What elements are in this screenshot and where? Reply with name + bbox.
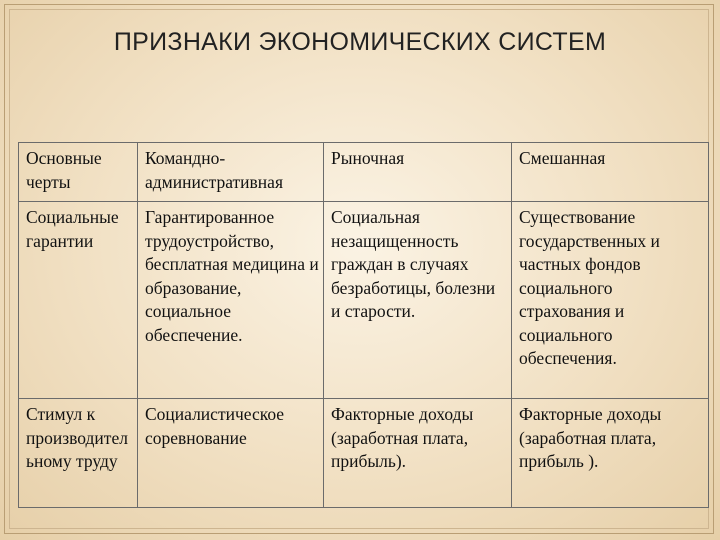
slide-title: ПРИЗНАКИ ЭКОНОМИЧЕСКИХ СИСТЕМ	[113, 28, 607, 56]
economic-systems-table	[18, 142, 709, 508]
header-cell-market: Рыночная	[324, 143, 512, 202]
table-row-social-guarantees	[19, 202, 709, 399]
cell-social-market: Социальная незащищенность граждан в случаях безработицы, болезни и старости.	[324, 202, 512, 399]
cell-social-command: Гарантированное трудоустройство, бесплатная медицина и образование, социальное обеспечение.	[138, 202, 324, 399]
header-cell-features: Основные черты	[19, 143, 138, 202]
cell-stimulus-mixed: Факторные доходы (заработная плата, прибыль ).	[512, 399, 709, 508]
row-label-stimulus: Стимул к производительному труду	[19, 399, 138, 508]
header-cell-mixed: Смешанная	[512, 143, 709, 202]
table-header-row	[19, 143, 709, 202]
cell-social-mixed: Существование государственных и частных фондов социального страхования и социального обеспечения.	[512, 202, 709, 399]
header-cell-command: Командно-административная	[138, 143, 324, 202]
cell-stimulus-market: Факторные доходы (заработная плата, прибыль).	[324, 399, 512, 508]
row-label-social: Социальные гарантии	[19, 202, 138, 399]
cell-stimulus-command: Социалистическое соревнование	[138, 399, 324, 508]
table-row-labor-stimulus	[19, 399, 709, 508]
